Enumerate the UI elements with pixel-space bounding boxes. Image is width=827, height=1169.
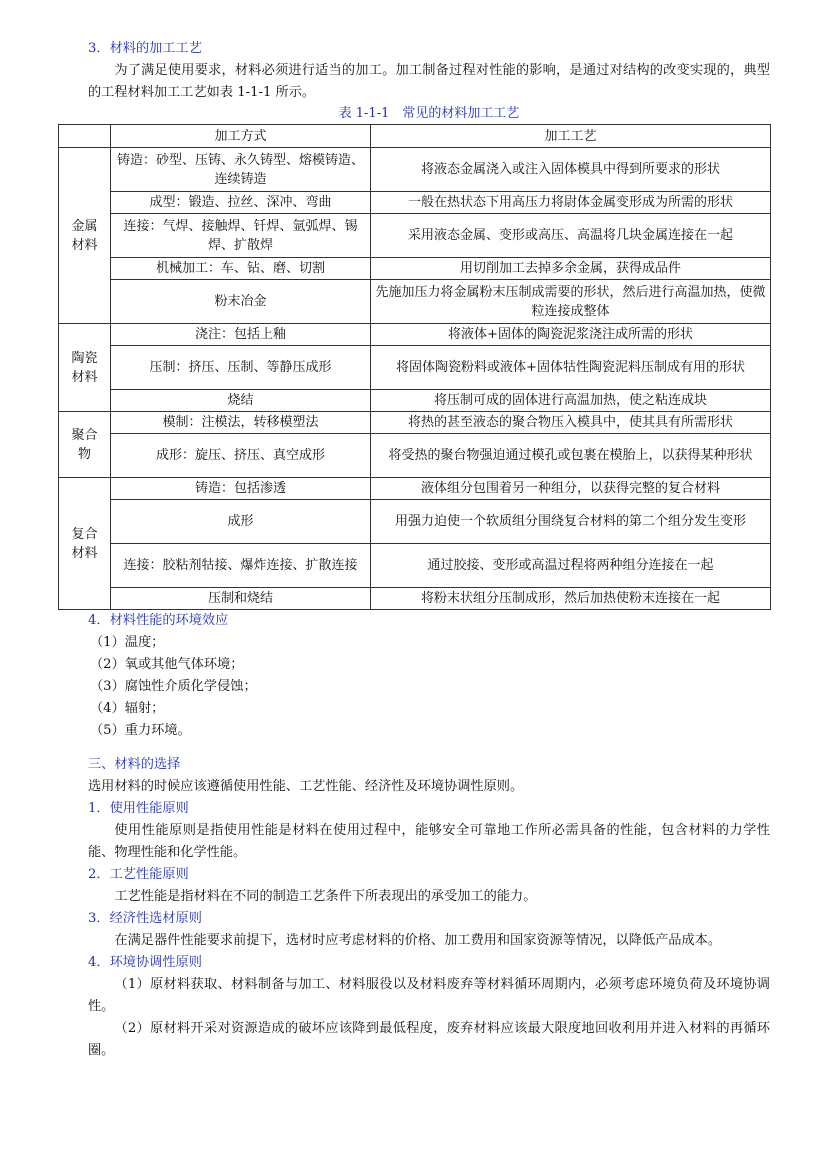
- process-cell: 用强力迫使一个软质组分围绕复合材料的第二个组分发生变形: [371, 500, 771, 544]
- process-cell: 将受热的聚台物强迫通过模孔或包裹在模胎上，以获得某种形状: [371, 434, 771, 478]
- method-cell: 成型：锻造、拉丝、深冲、弯曲: [111, 192, 371, 214]
- process-cell: 将液态金属浇入或注入固体模具中得到所要求的形状: [371, 148, 771, 192]
- processing-table: [58, 124, 771, 610]
- method-cell: 成形: [111, 500, 371, 544]
- list-item: （5）重力环境。: [90, 723, 191, 738]
- table-row: [59, 412, 771, 434]
- paragraph-economy: 在满足器件性能要求前提下，选材时应考虑材料的价格、加工费用和国家资源等情况，以降低产品成本。: [114, 933, 722, 948]
- table-header-method: 加工方式: [111, 125, 371, 148]
- process-cell: 将固体陶瓷粉料或液体+固体牯性陶瓷泥料压制成有用的形状: [371, 346, 771, 390]
- method-cell: 机械加工：车、钻、磨、切割: [111, 258, 371, 280]
- category-cell-composite: 复合材料: [59, 478, 111, 610]
- table-row: [59, 214, 771, 258]
- table-row: [59, 478, 771, 500]
- subheading-environment: 4．环境协调性原则: [88, 955, 202, 970]
- process-cell: 将液体+固体的陶瓷泥浆浇注成所需的形状: [371, 324, 771, 346]
- list-item: （4）辐射；: [90, 701, 165, 716]
- table-row: [59, 192, 771, 214]
- table-row: [59, 434, 771, 478]
- part-heading-selection: 三、材料的选择: [88, 757, 181, 772]
- subheading-economy: 3．经济性选材原则: [88, 911, 202, 926]
- subheading-process: 2．工艺性能原则: [88, 867, 189, 882]
- paragraph-processing-intro: 为了满足使用要求，材料必须进行适当的加工。加工制备过程对性能的影响，是通过对结构的改变实现的，典型的工程材料加工工艺如表 1-1-1 所示。: [88, 63, 770, 100]
- table-row: [59, 258, 771, 280]
- paragraph-selection-intro: 选用材料的时候应该遵循使用性能、工艺性能、经济性及环境协调性原则。: [88, 779, 524, 794]
- method-cell: 烧结: [111, 390, 371, 412]
- process-cell: 液体组分包围着另一种组分，以获得完整的复合材料: [371, 478, 771, 500]
- table-row: [59, 148, 771, 192]
- list-item: （3）腐蚀性介质化学侵蚀；: [90, 679, 257, 694]
- paragraph-usage: 使用性能原则是指使用性能是材料在使用过程中，能够安全可靠地工作所必需具备的性能，包含材料的力学性能、物理性能和化学性能。: [88, 823, 770, 860]
- table-row: [59, 280, 771, 324]
- paragraph-environment-1: （1）原材料获取、材料制备与加工、材料服役以及材料废弃等材料循环周期内，必须考虑环境负荷及环境协调性。: [88, 977, 770, 1014]
- category-cell-ceramic: 陶瓷材料: [59, 324, 111, 412]
- method-cell: 粉末冶金: [111, 280, 371, 324]
- table-header-empty: [59, 125, 111, 148]
- paragraph-process: 工艺性能是指材料在不同的制造工艺条件下所表现出的承受加工的能力。: [114, 889, 537, 904]
- table-row: [59, 500, 771, 544]
- table-header-process: 加工工艺: [371, 125, 771, 148]
- process-cell: 先施加压力将金属粉末压制成需要的形状，然后进行高温加热，使微粒连接成整体: [371, 280, 771, 324]
- list-item: （1）温度；: [90, 635, 165, 650]
- table-row: [59, 544, 771, 588]
- category-cell-polymer: 聚合物: [59, 412, 111, 478]
- method-cell: 压制：挤压、压制、等静压成形: [111, 346, 371, 390]
- process-cell: 通过胶接、变形或高温过程将两种组分连接在一起: [371, 544, 771, 588]
- table-row: [59, 588, 771, 610]
- table-row: [59, 324, 771, 346]
- section-heading-processing: 3．材料的加工工艺: [88, 41, 202, 56]
- process-cell: 一般在热状态下用高压力将尉体金属变形成为所需的形状: [371, 192, 771, 214]
- method-cell: 铸造：包括渗透: [111, 478, 371, 500]
- category-cell-metal: 金属材料: [59, 148, 111, 324]
- process-cell: 用切削加工去掉多余金属，获得成品件: [371, 258, 771, 280]
- table-row: [59, 346, 771, 390]
- section-heading-environment: 4．材料性能的环境效应: [88, 613, 229, 628]
- method-cell: 铸造：砂型、压铸、永久铸型、熔模铸造、连续铸造: [111, 148, 371, 192]
- paragraph-environment-2: （2）原材料开采对资源造成的破坏应该降到最低程度，废弃材料应该最大限度地回收利用并进入材料的再循环圈。: [88, 1021, 770, 1058]
- document-page: [71, 38, 770, 1062]
- subheading-usage: 1．使用性能原则: [88, 801, 189, 816]
- table-header-row: [59, 125, 771, 148]
- list-item: （2）氧或其他气体环境；: [90, 657, 244, 672]
- method-cell: 连接：胶粘剂牯接、爆炸连接、扩散连接: [111, 544, 371, 588]
- table-row: [59, 390, 771, 412]
- method-cell: 浇注：包括上釉: [111, 324, 371, 346]
- table-caption: 表 1-1-1 常见的材料加工工艺: [338, 106, 520, 121]
- process-cell: 将粉末状组分压制成形，然后加热使粉末连接在一起: [371, 588, 771, 610]
- process-cell: 将压制可成的固体进行高温加热，使之粘连成块: [371, 390, 771, 412]
- method-cell: 连接：气焊、接触焊、钎焊、氩弧焊、锡焊、扩散焊: [111, 214, 371, 258]
- method-cell: 模制：注模法，转移模塑法: [111, 412, 371, 434]
- method-cell: 成形：旋压、挤压、真空成形: [111, 434, 371, 478]
- process-cell: 采用液态金属、变形或高压、高温将几块金属连接在一起: [371, 214, 771, 258]
- process-cell: 将热的甚至液态的聚合物压入模具中，使其具有所需形状: [371, 412, 771, 434]
- method-cell: 压制和烧结: [111, 588, 371, 610]
